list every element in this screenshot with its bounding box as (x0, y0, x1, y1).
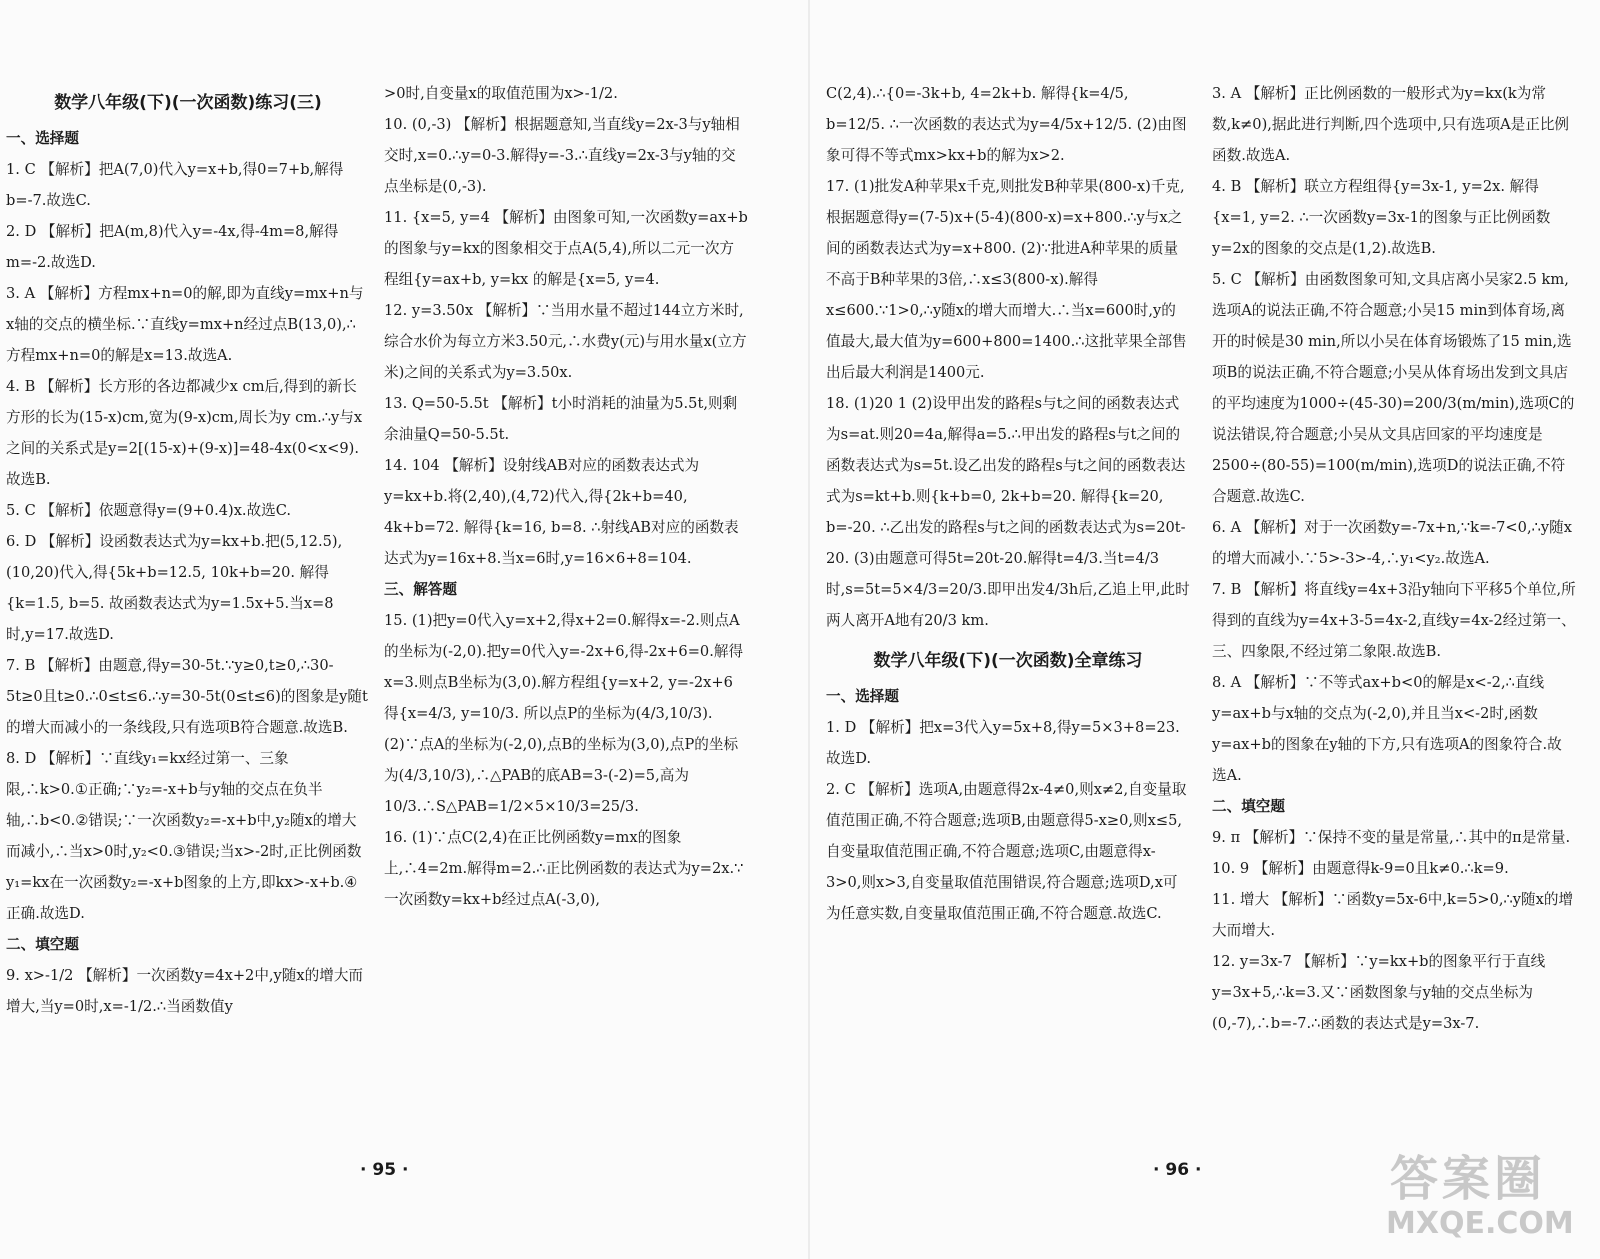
answer-list (6, 154, 370, 929)
answer-item: 16. (1)∵点C(2,4)在正比例函数y=mx的图象上,∴4=2m.解得m=2.∴正比例函数的表达式为y=2x.∵一次函数y=kx+b经过点A(-3,0), (384, 829, 744, 908)
answer-item: 10. (0,-3) 【解析】根据题意知,当直线y=2x-3与y轴相交时,x=0.∴y=0-3.解得y=-3.∴直线y=2x-3与y轴的交点坐标是(0,-3). (384, 116, 740, 195)
answer-item: 8. A 【解析】∵不等式ax+b<0的解是x<-2,∴直线y=ax+b与x轴的交点为(-2,0),并且当x<-2时,函数y=ax+b的图象在y轴的下方,只有选项A的图象符合.故选A. (1212, 674, 1562, 784)
watermark-text: 答案圈 (1390, 1151, 1547, 1207)
answer-item: 14. 104 【解析】设射线AB对应的函数表达式为y=kx+b.将(2,40),(4,72)代入,得{2k+b=40, 4k+b=72. 解得{k=16, b=8. ∴射线AB对应的函数表达式为y=16x+8.当x=6时,y=16×6+8=104. (384, 457, 739, 567)
answer-list (1212, 78, 1576, 791)
page-title-right: 数学八年级(下)(一次函数)全章练习 (873, 651, 1143, 671)
answer-item: >0时,自变量x的取值范围为x>-1/2. (384, 85, 618, 102)
page-title-left: 数学八年级(下)(一次函数)练习(三) (54, 93, 322, 113)
answer-list (1212, 822, 1576, 1039)
section-heading: 二、填空题 (1212, 798, 1285, 815)
answer-item: 7. B 【解析】将直线y=4x+3沿y轴向下平移5个单位,所得到的直线为y=4x+3-5=4x-2,直线y=4x-2经过第一、三、四象限,不经过第二象限.故选B. (1212, 581, 1576, 660)
answer-item: 4. B 【解析】长方形的各边都减少x cm后,得到的新长方形的长为(15-x)cm,宽为(9-x)cm,周长为y cm.∴y与x之间的关系式是y=2[(15-x)+(9-x)]=48-4x(0<x<9).故选B. (6, 378, 363, 488)
watermark-logo (1380, 1140, 1590, 1250)
answer-item: 5. C 【解析】由函数图象可知,文具店离小吴家2.5 km,选项A的说法正确,不符合题意;小吴15 min到体育场,离开的时候是30 min,所以小吴在体育场锻炼了15 min,选项B的说法正确,不符合题意;小吴从体育场出发到文具店的平均速度为1000÷(45-30)=200/3(m/min),选项C的说法错误,符合题意;小吴从文具店回家的平均速度是2500÷(80-55)=100(m/min),选项D的说法正确,不符合题意.故选C. (1212, 271, 1575, 505)
section-heading: 一、选择题 (6, 130, 79, 147)
answer-item: 7. B 【解析】由题意,得y=30-5t.∵y≥0,t≥0,∴30-5t≥0且t≥0.∴0≤t≤6.∴y=30-5t(0≤t≤6)的图象是y随t的增大而减小的一条线段,只有选项B符合题意.故选B. (6, 657, 368, 736)
answer-item: 3. A 【解析】正比例函数的一般形式为y=kx(k为常数,k≠0),据此进行判断,四个选项中,只有选项A是正比例函数.故选A. (1212, 85, 1570, 164)
column-4 (1212, 78, 1576, 1039)
answer-item: 11. 增大 【解析】∵函数y=5x-6中,k=5>0,∴y随x的增大而增大. (1212, 891, 1574, 939)
answer-list (6, 960, 370, 1022)
section-heading: 二、填空题 (6, 936, 79, 953)
answer-item: 18. (1)20 1 (2)设甲出发的路程s与t之间的函数表达式为s=at.则20=4a,解得a=5.∴甲出发的路程s与t之间的函数表达式为s=5t.设乙出发的路程s与t之间的函数表达式为s=kt+b.则{k+b=0, 2k+b=20. 解得{k=20, b=-20. ∴乙出发的路程s与t之间的函数表达式为s=20t-20. (3)由题意可得5t=20t-20.解得t=4/3.当t=4/3时,s=5t=5×4/3=20/3.即甲出发4/3h后,乙追上甲,此时两人离开A地有20/3 km. (826, 395, 1190, 629)
answer-item: 5. C 【解析】依题意得y=(9+0.4)x.故选C. (6, 502, 292, 519)
answer-item: 9. x>-1/2 【解析】一次函数y=4x+2中,y随x的增大而增大,当y=0时,x=-1/2.∴当函数值y (6, 967, 364, 1015)
answer-item: 3. A 【解析】方程mx+n=0的解,即为直线y=mx+n与x轴的交点的横坐标.∵直线y=mx+n经过点B(13,0),∴方程mx+n=0的解是x=13.故选A. (6, 285, 364, 364)
answer-item: 1. C 【解析】把A(7,0)代入y=x+b,得0=7+b,解得b=-7.故选C. (6, 161, 344, 209)
answer-item: 2. C 【解析】选项A,由题意得2x-4≠0,则x≠2,自变量取值范围正确,不符合题意;选项B,由题意得5-x≥0,则x≤5,自变量取值范围正确,不符合题意;选项C,由题意得x-3>0,则x>3,自变量取值范围错误,符合题意;选项D,x可为任意实数,自变量取值范围正确,不符合题意.故选C. (826, 781, 1187, 922)
answer-item: 1. D 【解析】把x=3代入y=5x+8,得y=5×3+8=23.故选D. (826, 719, 1180, 767)
page-number-left: · 95 · (360, 1160, 409, 1180)
answer-item: 15. (1)把y=0代入y=x+2,得x+2=0.解得x=-2.则点A的坐标为(-2,0).把y=0代入y=-2x+6,得-2x+6=0.解得x=3.则点B坐标为(3,0).解方程组{y=x+2, y=-2x+6 得{x=4/3, y=10/3. 所以点P的坐标为(4/3,10/3). (2)∵点A的坐标为(-2,0),点B的坐标为(3,0),点P的坐标为(4/3,10/3),∴△PAB的底AB=3-(-2)=5,高为10/3.∴S△PAB=1/2×5×10/3=25/3. (384, 612, 744, 815)
column-3 (826, 78, 1190, 929)
answer-item: 17. (1)批发A种苹果x千克,则批发B种苹果(800-x)千克,根据题意得y=(7-5)x+(5-4)(800-x)=x+800.∴y与x之间的函数表达式为y=x+800. (2)∵批进A种苹果的质量不高于B种苹果的3倍,∴x≤3(800-x).解得x≤600.∵1>0,∴y随x的增大而增大.∴当x=600时,y的值最大,最大值为y=600+800=1400.∴这批苹果全部售出后最大利润是1400元. (826, 178, 1187, 381)
answer-list (826, 78, 1190, 636)
answer-item: 9. π 【解析】∵保持不变的量是常量,∴其中的π是常量. (1212, 829, 1571, 846)
answer-item: 8. D 【解析】∵直线y₁=kx经过第一、三象限,∴k>0.①正确;∵y₂=-x+b与y轴的交点在负半轴,∴b<0.②错误;∵一次函数y₂=-x+b中,y₂随x的增大而减小,∴当x>0时,y₂<0.③错误;当x>-2时,正比例函数y₁=kx在一次函数y₂=-x+b图象的上方,即kx>-x+b.④正确.故选D. (6, 750, 362, 922)
answer-item: C(2,4).∴{0=-3k+b, 4=2k+b. 解得{k=4/5, b=12/5. ∴一次函数的表达式为y=4/5x+12/5. (2)由图象可得不等式mx>kx+b的解为x>2. (826, 85, 1187, 164)
page-number-right: · 96 · (1153, 1160, 1202, 1180)
column-2 (384, 78, 748, 915)
answer-item: 6. D 【解析】设函数表达式为y=kx+b.把(5,12.5),(10,20)代入,得{5k+b=12.5, 10k+b=20. 解得{k=1.5, b=5. 故函数表达式为y=1.5x+5.当x=8时,y=17.故选D. (6, 533, 343, 643)
section-heading: 一、选择题 (826, 688, 899, 705)
column-1 (6, 78, 370, 1022)
answer-item: 12. y=3.50x 【解析】∵当用水量不超过144立方米时,综合水价为每立方米3.50元,∴水费y(元)与用水量x(立方米)之间的关系式为y=3.50x. (384, 302, 747, 381)
answer-list (826, 712, 1190, 929)
answer-item: 11. {x=5, y=4 【解析】由图象可知,一次函数y=ax+b的图象与y=kx的图象相交于点A(5,4),所以二元一次方程组{y=ax+b, y=kx 的解是{x=5, y=4. (384, 209, 748, 288)
answer-item: 13. Q=50-5.5t 【解析】t小时消耗的油量为5.5t,则剩余油量Q=50-5.5t. (384, 395, 738, 443)
answer-list (384, 605, 748, 915)
answer-item: 12. y=3x-7 【解析】∵y=kx+b的图象平行于直线y=3x+5,∴k=3.又∵函数图象与y轴的交点坐标为(0,-7),∴b=-7.∴函数的表达式是y=3x-7. (1212, 953, 1546, 1032)
section-heading: 三、解答题 (384, 581, 457, 598)
answer-item: 4. B 【解析】联立方程组得{y=3x-1, y=2x. 解得{x=1, y=2. ∴一次函数y=3x-1的图象与正比例函数y=2x的图象的交点是(1,2).故选B. (1212, 178, 1551, 257)
watermark-url: MXQE.COM (1386, 1206, 1574, 1241)
answer-item: 2. D 【解析】把A(m,8)代入y=-4x,得-4m=8,解得m=-2.故选D. (6, 223, 339, 271)
page-fold (808, 0, 810, 1259)
answer-list (384, 78, 748, 574)
answer-item: 10. 9 【解析】由题意得k-9=0且k≠0.∴k=9. (1212, 860, 1509, 877)
answer-item: 6. A 【解析】对于一次函数y=-7x+n,∵k=-7<0,∴y随x的增大而减小.∵5>-3>-4,∴y₁<y₂.故选A. (1212, 519, 1572, 567)
